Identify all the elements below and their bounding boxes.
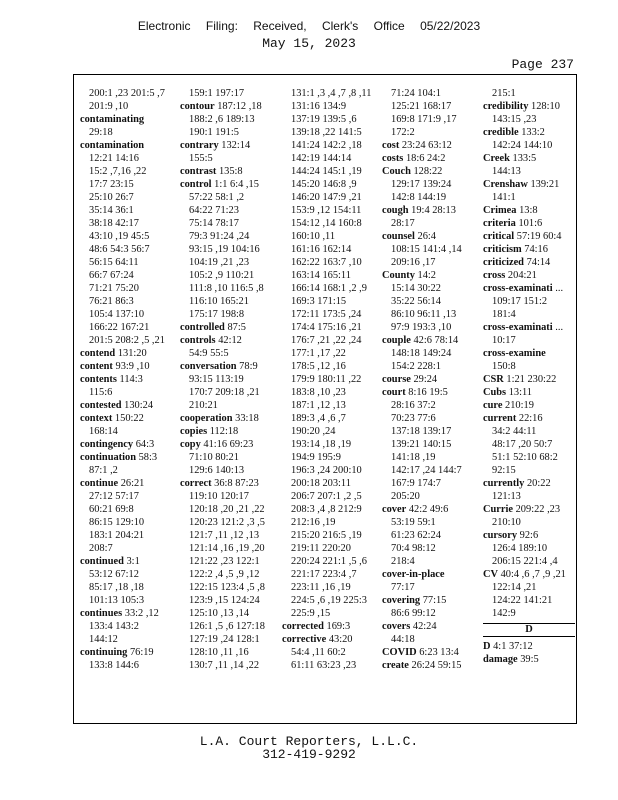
index-entry-continuation: 125:21 168:17 bbox=[391, 101, 452, 112]
index-entry-continuation: 122:2 ,4 ,5 ,9 ,12 bbox=[189, 569, 260, 580]
index-entry-continuation: 35:22 56:14 bbox=[391, 296, 441, 307]
index-entry-continuation: 54:4 ,11 60:2 bbox=[291, 647, 346, 658]
index-entry-continuation: 129:17 139:24 bbox=[391, 179, 452, 190]
index-entry-continuation: 93:15 ,19 104:16 bbox=[189, 244, 260, 255]
index-section-letter: D bbox=[483, 623, 575, 637]
court-reporter-name: L.A. Court Reporters, L.L.C. bbox=[199, 734, 419, 749]
index-entry-continuation: 38:18 42:17 bbox=[89, 218, 139, 229]
index-entry-continuation: 122:14 ,21 bbox=[492, 582, 537, 593]
index-entry: damage 39:5 bbox=[483, 654, 539, 665]
index-entry: controls 42:12 bbox=[180, 335, 242, 346]
index-entry: copies 112:18 bbox=[180, 426, 239, 437]
index-entry-continuation: 123:9 ,15 124:24 bbox=[189, 595, 260, 606]
index-entry-continuation: 130:7 ,11 ,14 ,22 bbox=[189, 660, 260, 671]
index-entry: contamination bbox=[80, 140, 145, 151]
index-entry: cross 204:21 bbox=[483, 270, 537, 281]
filing-word: Electronic bbox=[137, 19, 191, 33]
index-entry: copy 41:16 69:23 bbox=[180, 439, 254, 450]
index-entry-continuation: 70:23 77:6 bbox=[391, 413, 436, 424]
index-entry-continuation: 154:12 ,14 160:8 bbox=[291, 218, 362, 229]
index-entry-continuation: 70:4 98:12 bbox=[391, 543, 436, 554]
index-entry-continuation: 51:1 52:10 68:2 bbox=[492, 452, 558, 463]
index-entry-continuation: 61:23 62:24 bbox=[391, 530, 441, 541]
index-entry-continuation: 176:7 ,21 ,22 ,24 bbox=[291, 335, 362, 346]
index-entry-continuation: 139:18 ,22 141:5 bbox=[291, 127, 362, 138]
index-entry: criticism 74:16 bbox=[483, 244, 548, 255]
index-entry-continuation: 27:12 57:17 bbox=[89, 491, 139, 502]
index-entry-continuation: 29:18 bbox=[89, 127, 113, 138]
index-entry-continuation: 178:5 ,12 ,16 bbox=[291, 361, 346, 372]
index-entry-continuation: 148:18 149:24 bbox=[391, 348, 452, 359]
filing-word: Filing: bbox=[205, 19, 238, 33]
page-number: Page 237 bbox=[511, 57, 574, 72]
index-entry-continuation: 121:22 ,23 122:1 bbox=[189, 556, 260, 567]
index-entry-continuation: 166:14 168:1 ,2 ,9 bbox=[291, 283, 367, 294]
index-entry-continuation: 28:17 bbox=[391, 218, 415, 229]
index-entry-continuation: 128:10 ,11 ,16 bbox=[189, 647, 249, 658]
index-entry: continues 33:2 ,12 bbox=[80, 608, 159, 619]
index-entry-continuation: 48:17 ,20 50:7 bbox=[492, 439, 553, 450]
index-entry-continuation: 142:9 bbox=[492, 608, 516, 619]
index-entry-continuation: 25:10 26:7 bbox=[89, 192, 134, 203]
index-entry-continuation: 172:11 173:5 ,24 bbox=[291, 309, 362, 320]
index-entry-continuation: 160:10 ,11 bbox=[291, 231, 336, 242]
index-entry-continuation: 85:17 ,18 ,18 bbox=[89, 582, 144, 593]
index-entry-continuation: 142:24 144:10 bbox=[492, 140, 553, 151]
index-entry: contents 114:3 bbox=[80, 374, 143, 385]
index-entry-continuation: 144:13 bbox=[492, 166, 521, 177]
index-entry-continuation: 220:24 221:1 ,5 ,6 bbox=[291, 556, 367, 567]
index-entry-continuation: 64:22 71:23 bbox=[189, 205, 239, 216]
index-entry-continuation: 53:12 67:12 bbox=[89, 569, 139, 580]
index-entry-continuation: 150:8 bbox=[492, 361, 516, 372]
index-entry-continuation: 111:8 ,10 116:5 ,8 bbox=[189, 283, 264, 294]
index-entry-continuation: 190:20 ,24 bbox=[291, 426, 336, 437]
index-entry-continuation: 201:9 ,10 bbox=[89, 101, 129, 112]
index-entry: Cubs 13:11 bbox=[483, 387, 532, 398]
index-entry-continuation: 120:23 121:2 ,3 ,5 bbox=[189, 517, 265, 528]
index-entry-continuation: 75:14 78:17 bbox=[189, 218, 239, 229]
index-entry-continuation: 155:5 bbox=[189, 153, 213, 164]
index-entry: cover-in-place bbox=[382, 569, 445, 580]
index-entry: CSR 1:21 230:22 bbox=[483, 374, 557, 385]
index-entry: cursory 92:6 bbox=[483, 530, 539, 541]
index-column-3 bbox=[282, 87, 374, 672]
index-entry: contingency 64:3 bbox=[80, 439, 155, 450]
index-entry: currently 20:22 bbox=[483, 478, 551, 489]
index-entry-continuation: 61:11 63:23 ,23 bbox=[291, 660, 357, 671]
index-entry-continuation: 133:8 144:6 bbox=[89, 660, 139, 671]
index-entry-continuation: 66:7 67:24 bbox=[89, 270, 134, 281]
index-entry: continue 26:21 bbox=[80, 478, 145, 489]
index-entry: court 8:16 19:5 bbox=[382, 387, 448, 398]
index-entry: Crimea 13:8 bbox=[483, 205, 538, 216]
index-entry-continuation: 115:6 bbox=[89, 387, 113, 398]
index-entry-continuation: 221:17 223:4 ,7 bbox=[291, 569, 357, 580]
index-entry-continuation: 131:1 ,3 ,4 ,7 ,8 ,11 bbox=[291, 88, 372, 99]
index-entry-continuation: 190:1 191:5 bbox=[189, 127, 239, 138]
index-entry: cover 42:2 49:6 bbox=[382, 504, 449, 515]
index-entry: cough 19:4 28:13 bbox=[382, 205, 456, 216]
index-entry: cross-examinati ... bbox=[483, 322, 564, 333]
index-entry-continuation: 142:19 144:14 bbox=[291, 153, 352, 164]
index-entry-continuation: 126:1 ,5 ,6 127:18 bbox=[189, 621, 265, 632]
index-entry-continuation: 201:5 208:2 ,5 ,21 bbox=[89, 335, 165, 346]
index-entry-continuation: 121:13 bbox=[492, 491, 521, 502]
index-entry-continuation: 181:4 bbox=[492, 309, 516, 320]
index-entry-continuation: 79:3 91:24 ,24 bbox=[189, 231, 250, 242]
index-entry: cure 210:19 bbox=[483, 400, 534, 411]
index-entry-continuation: 208:3 ,4 ,8 212:9 bbox=[291, 504, 362, 515]
index-entry: credibility 128:10 bbox=[483, 101, 560, 112]
index-entry-continuation: 121:14 ,16 ,19 ,20 bbox=[189, 543, 265, 554]
index-entry: create 26:24 59:15 bbox=[382, 660, 462, 671]
filing-stamp bbox=[0, 19, 618, 33]
filing-word: Office bbox=[373, 19, 405, 33]
index-entry-continuation: 17:7 23:15 bbox=[89, 179, 134, 190]
index-entry-continuation: 200:1 ,23 201:5 ,7 bbox=[89, 88, 165, 99]
index-entry-continuation: 142:17 ,24 144:7 bbox=[391, 465, 462, 476]
index-entry-continuation: 161:16 162:14 bbox=[291, 244, 352, 255]
index-entry-continuation: 145:20 146:8 ,9 bbox=[291, 179, 357, 190]
index-entry: contour 187:12 ,18 bbox=[180, 101, 262, 112]
index-entry-continuation: 108:15 141:4 ,14 bbox=[391, 244, 462, 255]
index-entry-continuation: 56:15 64:11 bbox=[89, 257, 139, 268]
index-entry-continuation: 43:10 ,19 45:5 bbox=[89, 231, 150, 242]
index-entry: criteria 101:6 bbox=[483, 218, 543, 229]
index-entry: contrast 135:8 bbox=[180, 166, 243, 177]
index-entry-continuation: 54:9 55:5 bbox=[189, 348, 229, 359]
index-entry-continuation: 116:10 165:21 bbox=[189, 296, 249, 307]
index-entry-continuation: 212:16 ,19 bbox=[291, 517, 336, 528]
court-reporter-phone: 312-419-9292 bbox=[262, 747, 356, 762]
index-entry-continuation: 194:9 195:9 bbox=[291, 452, 341, 463]
index-entry-continuation: 177:1 ,17 ,22 bbox=[291, 348, 346, 359]
index-entry-continuation: 129:6 140:13 bbox=[189, 465, 245, 476]
word-index-box bbox=[73, 74, 577, 724]
index-entry-continuation: 125:10 ,13 ,14 bbox=[189, 608, 250, 619]
index-entry: contrary 132:14 bbox=[180, 140, 251, 151]
index-entry-continuation: 133:4 143:2 bbox=[89, 621, 139, 632]
index-column-5 bbox=[483, 87, 575, 666]
index-entry-continuation: 87:1 ,2 bbox=[89, 465, 118, 476]
index-entry-continuation: 144:12 bbox=[89, 634, 118, 645]
index-entry-continuation: 175:17 198:8 bbox=[189, 309, 245, 320]
index-entry-continuation: 189:3 ,4 ,6 ,7 bbox=[291, 413, 346, 424]
index-entry: contaminating bbox=[80, 114, 145, 125]
index-entry-continuation: 170:7 209:18 ,21 bbox=[189, 387, 260, 398]
index-entry-continuation: 101:13 105:3 bbox=[89, 595, 145, 606]
index-entry-continuation: 60:21 69:8 bbox=[89, 504, 134, 515]
index-entry-continuation: 179:9 180:11 ,22 bbox=[291, 374, 362, 385]
filing-word: 05/22/2023 bbox=[420, 19, 481, 33]
index-entry: continuing 76:19 bbox=[80, 647, 154, 658]
index-entry-continuation: 131:16 134:9 bbox=[291, 101, 347, 112]
index-entry: cross-examinati ... bbox=[483, 283, 564, 294]
index-entry-continuation: 146:20 147:9 ,21 bbox=[291, 192, 362, 203]
index-entry-continuation: 93:15 113:19 bbox=[189, 374, 244, 385]
index-column-4 bbox=[382, 87, 474, 672]
index-entry-continuation: 166:22 167:21 bbox=[89, 322, 150, 333]
index-entry-continuation: 34:2 44:11 bbox=[492, 426, 537, 437]
index-entry-continuation: 187:1 ,12 ,13 bbox=[291, 400, 346, 411]
index-entry-continuation: 92:15 bbox=[492, 465, 516, 476]
filing-word: Received, bbox=[253, 19, 307, 33]
index-entry: Crenshaw 139:21 bbox=[483, 179, 560, 190]
index-entry-continuation: 219:11 220:20 bbox=[291, 543, 351, 554]
index-entry-continuation: 109:17 151:2 bbox=[492, 296, 548, 307]
index-entry-continuation: 206:15 221:4 ,4 bbox=[492, 556, 558, 567]
index-entry: couple 42:6 78:14 bbox=[382, 335, 459, 346]
index-entry-continuation: 71:21 75:20 bbox=[89, 283, 139, 294]
index-entry-continuation: 86:10 96:11 ,13 bbox=[391, 309, 457, 320]
index-entry: covering 77:15 bbox=[382, 595, 447, 606]
index-entry-continuation: 121:7 ,11 ,12 ,13 bbox=[189, 530, 260, 541]
index-entry: continuation 58:3 bbox=[80, 452, 158, 463]
index-entry: COVID 6:23 13:4 bbox=[382, 647, 459, 658]
index-entry-continuation: 174:4 175:16 ,21 bbox=[291, 322, 362, 333]
index-entry: contend 131:20 bbox=[80, 348, 147, 359]
index-entry-continuation: 209:16 ,17 bbox=[391, 257, 436, 268]
index-entry: critical 57:19 60:4 bbox=[483, 231, 562, 242]
index-entry-continuation: 206:7 207:1 ,2 ,5 bbox=[291, 491, 362, 502]
index-entry-continuation: 97:9 193:3 ,10 bbox=[391, 322, 452, 333]
index-entry-continuation: 86:6 99:12 bbox=[391, 608, 436, 619]
index-entry-continuation: 159:1 197:17 bbox=[189, 88, 245, 99]
index-entry: credible 133:2 bbox=[483, 127, 545, 138]
index-entry-continuation: 210:21 bbox=[189, 400, 218, 411]
index-entry-continuation: 215:1 bbox=[492, 88, 516, 99]
index-entry: Currie 209:22 ,23 bbox=[483, 504, 561, 515]
index-entry: County 14:2 bbox=[382, 270, 436, 281]
index-entry-continuation: 48:6 54:3 56:7 bbox=[89, 244, 150, 255]
index-entry-continuation: 141:1 bbox=[492, 192, 516, 203]
index-entry-continuation: 215:20 216:5 ,19 bbox=[291, 530, 362, 541]
index-entry: criticized 74:14 bbox=[483, 257, 551, 268]
index-entry-continuation: 183:8 ,10 ,23 bbox=[291, 387, 346, 398]
index-entry: corrected 169:3 bbox=[282, 621, 351, 632]
index-entry-continuation: 126:4 189:10 bbox=[492, 543, 548, 554]
index-entry-continuation: 167:9 174:7 bbox=[391, 478, 441, 489]
index-entry-continuation: 15:2 ,7,16 ,22 bbox=[89, 166, 147, 177]
index-entry-continuation: 124:22 141:21 bbox=[492, 595, 553, 606]
index-entry: current 22:16 bbox=[483, 413, 543, 424]
index-entry-continuation: 28:16 37:2 bbox=[391, 400, 436, 411]
index-entry-continuation: 105:4 137:10 bbox=[89, 309, 145, 320]
index-entry-continuation: 141:18 ,19 bbox=[391, 452, 436, 463]
index-entry-continuation: 137:18 139:17 bbox=[391, 426, 452, 437]
index-entry: contested 130:24 bbox=[80, 400, 154, 411]
index-entry: Couch 128:22 bbox=[382, 166, 443, 177]
index-entry: counsel 26:4 bbox=[382, 231, 436, 242]
index-entry-continuation: 188:2 ,6 189:13 bbox=[189, 114, 255, 125]
index-entry: cross-examine bbox=[483, 348, 546, 359]
index-entry-continuation: 144:24 145:1 ,19 bbox=[291, 166, 362, 177]
index-entry-continuation: 143:15 ,23 bbox=[492, 114, 537, 125]
index-entry-continuation: 77:17 bbox=[391, 582, 415, 593]
index-entry-continuation: 142:8 144:19 bbox=[391, 192, 447, 203]
index-entry-continuation: 162:22 163:7 ,10 bbox=[291, 257, 362, 268]
index-entry-continuation: 210:10 bbox=[492, 517, 521, 528]
index-entry-continuation: 169:8 171:9 ,17 bbox=[391, 114, 457, 125]
index-entry: correct 36:8 87:23 bbox=[180, 478, 259, 489]
index-column-1 bbox=[80, 87, 172, 672]
index-entry-continuation: 76:21 86:3 bbox=[89, 296, 134, 307]
index-entry-continuation: 104:19 ,21 ,23 bbox=[189, 257, 250, 268]
index-entry: context 150:22 bbox=[80, 413, 144, 424]
index-entry: cost 23:24 63:12 bbox=[382, 140, 452, 151]
index-entry-continuation: 196:3 ,24 200:10 bbox=[291, 465, 362, 476]
index-entry-continuation: 137:19 139:5 ,6 bbox=[291, 114, 357, 125]
index-entry: Creek 133:5 bbox=[483, 153, 537, 164]
index-column-2 bbox=[180, 87, 272, 672]
index-entry: D 4:1 37:12 bbox=[483, 641, 533, 652]
index-entry-continuation: 193:14 ,18 ,19 bbox=[291, 439, 352, 450]
index-entry-continuation: 208:7 bbox=[89, 543, 113, 554]
index-entry-continuation: 183:1 204:21 bbox=[89, 530, 145, 541]
index-entry-continuation: 10:17 bbox=[492, 335, 516, 346]
index-entry-continuation: 139:21 140:15 bbox=[391, 439, 452, 450]
index-entry: controlled 87:5 bbox=[180, 322, 246, 333]
index-entry-continuation: 169:3 171:15 bbox=[291, 296, 347, 307]
index-entry-continuation: 12:21 14:16 bbox=[89, 153, 139, 164]
index-entry-continuation: 200:18 203:11 bbox=[291, 478, 351, 489]
index-entry-continuation: 53:19 59:1 bbox=[391, 517, 436, 528]
index-entry-continuation: 141:24 142:2 ,18 bbox=[291, 140, 362, 151]
index-entry-continuation: 172:2 bbox=[391, 127, 415, 138]
index-entry: costs 18:6 24:2 bbox=[382, 153, 446, 164]
index-entry-continuation: 224:5 ,6 ,19 225:3 bbox=[291, 595, 367, 606]
index-entry-continuation: 44:18 bbox=[391, 634, 415, 645]
index-entry: CV 40:4 ,6 ,7 ,9 ,21 bbox=[483, 569, 566, 580]
index-entry: covers 42:24 bbox=[382, 621, 437, 632]
index-entry-continuation: 225:9 ,15 bbox=[291, 608, 331, 619]
index-entry-continuation: 86:15 129:10 bbox=[89, 517, 145, 528]
index-entry-continuation: 15:14 30:22 bbox=[391, 283, 441, 294]
index-entry: control 1:1 6:4 ,15 bbox=[180, 179, 259, 190]
index-entry-continuation: 205:20 bbox=[391, 491, 420, 502]
index-entry: conversation 78:9 bbox=[180, 361, 258, 372]
index-entry-continuation: 119:10 120:17 bbox=[189, 491, 249, 502]
index-entry: corrective 43:20 bbox=[282, 634, 353, 645]
index-entry-continuation: 163:14 165:11 bbox=[291, 270, 351, 281]
index-entry-continuation: 122:15 123:4 ,5 ,8 bbox=[189, 582, 265, 593]
index-entry-continuation: 127:19 ,24 128:1 bbox=[189, 634, 260, 645]
index-entry-continuation: 154:2 228:1 bbox=[391, 361, 441, 372]
index-entry-continuation: 218:4 bbox=[391, 556, 415, 567]
filing-word: Clerk's bbox=[321, 19, 359, 33]
index-entry: continued 3:1 bbox=[80, 556, 140, 567]
index-entry: course 29:24 bbox=[382, 374, 438, 385]
index-entry-continuation: 223:11 ,16 ,19 bbox=[291, 582, 351, 593]
index-entry-continuation: 153:9 ,12 154:11 bbox=[291, 205, 362, 216]
transcript-date: May 15, 2023 bbox=[262, 36, 356, 51]
index-entry-continuation: 35:14 36:1 bbox=[89, 205, 134, 216]
index-entry-continuation: 120:18 ,20 ,21 ,22 bbox=[189, 504, 265, 515]
index-entry: cooperation 33:18 bbox=[180, 413, 259, 424]
index-entry-continuation: 71:10 80:21 bbox=[189, 452, 239, 463]
index-entry: content 93:9 ,10 bbox=[80, 361, 150, 372]
index-entry-continuation: 105:2 ,9 110:21 bbox=[189, 270, 255, 281]
index-entry-continuation: 71:24 104:1 bbox=[391, 88, 441, 99]
index-entry-continuation: 57:22 58:1 ,2 bbox=[189, 192, 245, 203]
index-entry-continuation: 168:14 bbox=[89, 426, 118, 437]
